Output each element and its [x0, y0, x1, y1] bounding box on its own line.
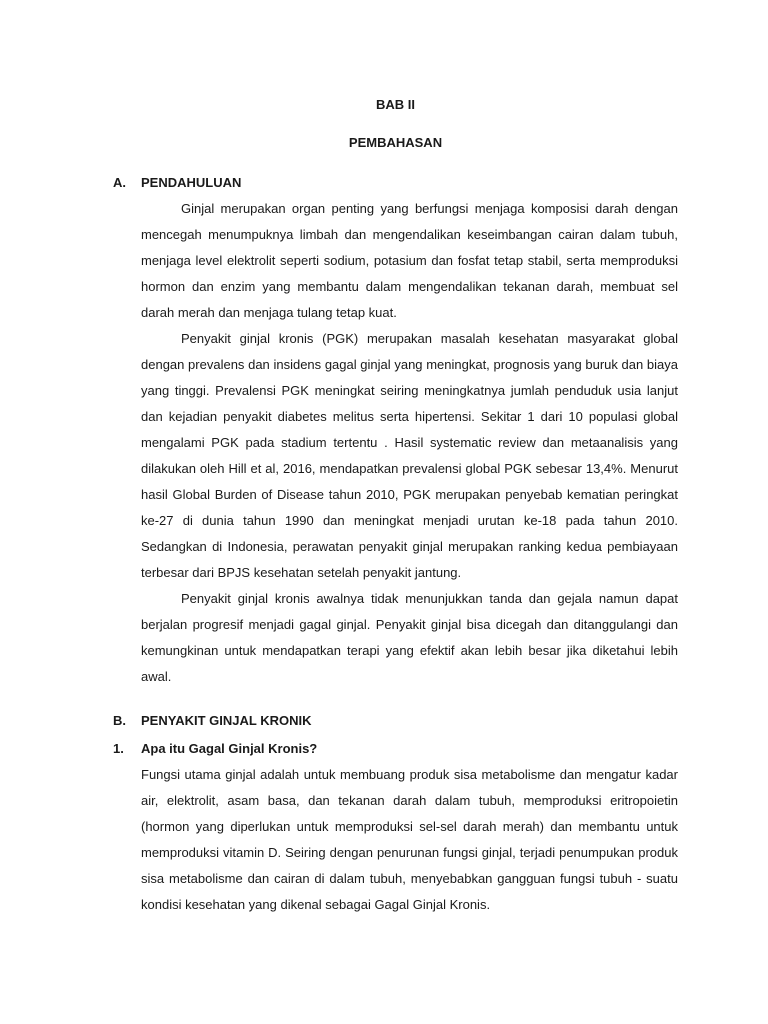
section-a-title: PENDAHULUAN — [141, 175, 242, 190]
section-a-paragraph-2: Penyakit ginjal kronis (PGK) merupakan masalah kesehatan masyarakat global dengan prevalens dan insidens gagal ginjal yang meningkat, prognosis yang buruk dan biaya yang tinggi. Prevalensi PGK meningkat seiring meningkatnya jumlah penduduk usia lanjut dan kejadian penyakit diabetes melitus serta hipertensi. Sekitar 1 dari 10 populasi global mengalami PGK pada stadium tertentu . Hasil systematic review dan metaanalisis yang dilakukan oleh Hill et al, 2016, mendapatkan prevalensi global PGK sebesar 13,4%. Menurut hasil Global Burden of Disease tahun 2010, PGK merupakan penyebab kematian peringkat ke-27 di dunia tahun 1990 dan meningkat menjadi urutan ke-18 pada tahun 2010. Sedangkan di Indonesia, perawatan penyakit ginjal merupakan ranking kedua pembiayaan terbesar dari BPJS kesehatan setelah penyakit jantung. — [141, 331, 678, 580]
subsection-1-paragraph: Fungsi utama ginjal adalah untuk membuang produk sisa metabolisme dan mengatur kadar air, elektrolit, asam basa, dan tekanan darah dalam tubuh, memproduksi eritropoietin (hormon yang diperlukan untuk memproduksi sel-sel darah merah) dan membantu untuk memproduksi vitamin D. Seiring dengan penurunan fungsi ginjal, terjadi penumpukan produk sisa metabolisme dan cairan di dalam tubuh, menyebabkan gangguan fungsi tubuh - suatu kondisi kesehatan yang dikenal sebagai Gagal Ginjal Kronis. — [141, 767, 678, 912]
section-a-marker: A. — [113, 175, 126, 190]
subsection-1-title: Apa itu Gagal Ginjal Kronis? — [141, 741, 318, 756]
section-a-paragraph-3: Penyakit ginjal kronis awalnya tidak menunjukkan tanda dan gejala namun dapat berjalan progresif menjadi gagal ginjal. Penyakit ginjal bisa dicegah dan ditanggulangi dan kemungkinan untuk mendapatkan terapi yang efektif akan lebih besar jika diketahui lebih awal. — [141, 591, 678, 684]
page-content — [113, 92, 678, 918]
subsection-1-marker: 1. — [113, 741, 124, 756]
chapter-title: BAB II — [376, 97, 415, 112]
section-b-marker: B. — [113, 713, 126, 728]
section-a-paragraph-1: Ginjal merupakan organ penting yang berfungsi menjaga komposisi darah dengan mencegah menumpuknya limbah dan mengendalikan keseimbangan cairan dalam tubuh, menjaga level elektrolit seperti sodium, potasium dan fosfat tetap stabil, serta memproduksi hormon dan enzim yang membantu dalam mengendalikan tekanan darah, membuat sel darah merah dan menjaga tulang tetap kuat. — [141, 201, 678, 320]
section-a-heading — [113, 170, 678, 196]
section-b-title: PENYAKIT GINJAL KRONIK — [141, 713, 312, 728]
subsection-1-heading — [113, 736, 678, 762]
page-title: PEMBAHASAN — [348, 135, 443, 150]
section-b-heading — [113, 708, 678, 734]
